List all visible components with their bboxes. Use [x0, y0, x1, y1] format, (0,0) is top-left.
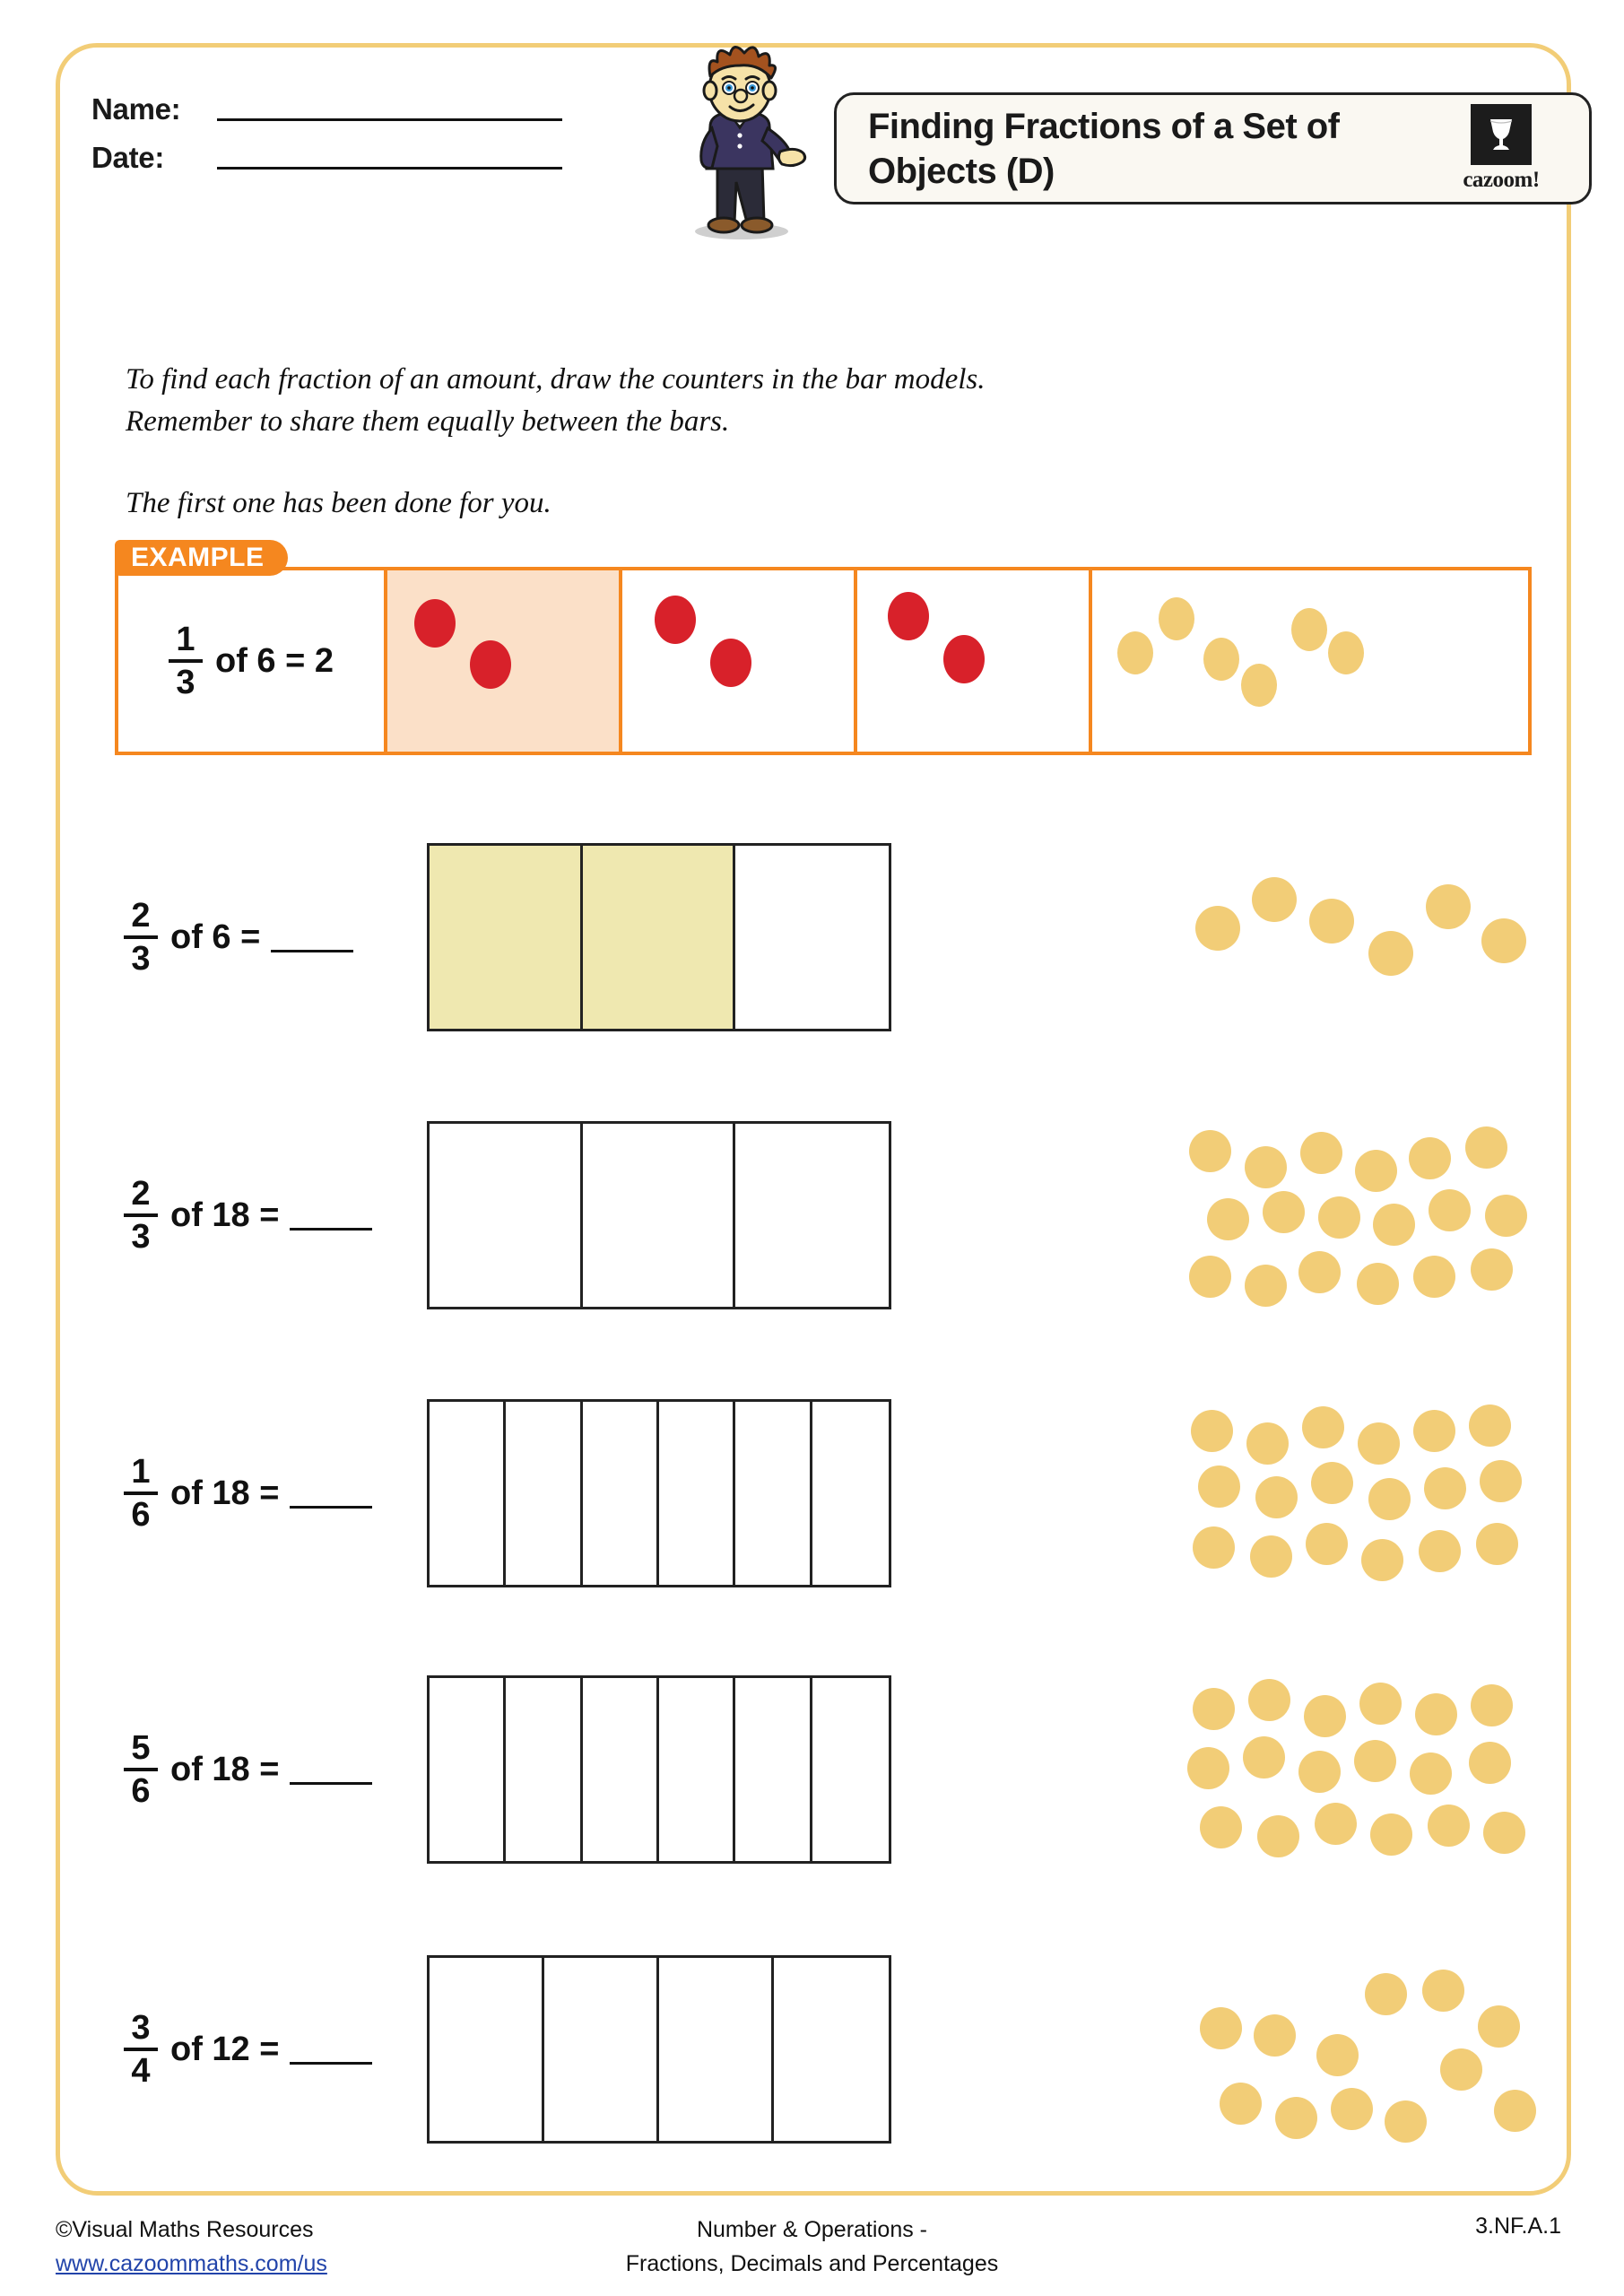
cazoom-logo [1429, 104, 1589, 193]
date-row [91, 141, 630, 175]
example-counter-pool [1092, 570, 1528, 752]
counter-yellow [1248, 1679, 1290, 1721]
counter-yellow [1200, 1806, 1242, 1848]
bar-cell[interactable] [430, 1678, 506, 1861]
question-row [115, 843, 1532, 1031]
date-label: Date: [91, 141, 165, 174]
counter-yellow [1422, 1970, 1464, 2012]
counter-yellow [1302, 1406, 1344, 1448]
bar-cell[interactable] [812, 1402, 889, 1585]
counter-yellow [1424, 1467, 1466, 1509]
topic-line-1: Number & Operations - [696, 2217, 928, 2242]
counter-yellow [1315, 1803, 1357, 1845]
bar-cell[interactable] [430, 1124, 583, 1307]
worksheet-footer [0, 2213, 1624, 2296]
example-expression-text: of 6 = 2 [215, 641, 334, 680]
counter-yellow [1291, 608, 1327, 651]
counter-yellow [1311, 1462, 1353, 1504]
goblet-icon [1471, 104, 1532, 165]
footer-center-block [0, 2213, 1624, 2281]
cazoom-wordmark: cazoom! [1463, 168, 1540, 192]
counter-red [470, 640, 511, 689]
question-label [115, 1399, 384, 1587]
bar-cell[interactable] [659, 1958, 774, 2141]
example-bar-counters-2 [622, 570, 854, 752]
counter-red [655, 596, 696, 644]
counter-yellow [1331, 2088, 1373, 2130]
bar-cell[interactable] [430, 1402, 506, 1585]
question-fraction [124, 1177, 158, 1254]
question-numerator: 2 [131, 1175, 151, 1213]
name-row [91, 92, 630, 126]
counter-yellow [1257, 1815, 1299, 1857]
counter-yellow [1241, 664, 1277, 707]
question-numerator: 5 [131, 1729, 151, 1767]
question-fraction-expression [124, 1731, 372, 1808]
counter-yellow [1413, 1256, 1455, 1298]
question-denominator: 6 [131, 1496, 151, 1534]
counter-yellow [1419, 1530, 1461, 1572]
instruction-line-3: The first one has been done for you. [126, 486, 551, 519]
example-table [115, 567, 1532, 755]
counter-pool [1182, 1675, 1532, 1864]
question-expression-text: of 18 = [170, 1750, 280, 1788]
question-label [115, 1955, 384, 2144]
question-expression-text: of 6 = [170, 918, 261, 956]
counter-yellow [1198, 1465, 1240, 1508]
counter-yellow [1480, 1460, 1522, 1502]
bar-cell[interactable] [583, 1124, 736, 1307]
counter-yellow [1354, 1740, 1396, 1782]
example-block [115, 543, 1532, 755]
answer-blank[interactable] [290, 1755, 372, 1785]
counter-yellow [1469, 1405, 1511, 1447]
question-fraction [124, 1731, 158, 1808]
question-numerator: 1 [131, 1453, 151, 1491]
counter-yellow [1415, 1693, 1457, 1735]
example-expression-cell [118, 570, 387, 752]
counter-pool-area [1182, 1121, 1532, 1309]
question-fraction [124, 899, 158, 976]
counter-yellow [1413, 1410, 1455, 1452]
standard-code: 3.NF.A.1 [1475, 2213, 1561, 2239]
counter-yellow [1207, 1198, 1249, 1240]
name-input-line[interactable] [217, 118, 562, 121]
example-fraction-expression [169, 622, 334, 700]
worksheet-title-box [834, 92, 1592, 204]
question-expression-text: of 18 = [170, 1474, 280, 1512]
counter-yellow [1481, 918, 1526, 963]
name-date-block [91, 92, 630, 189]
website-link[interactable]: www.cazoommaths.com/us [56, 2250, 327, 2276]
example-denominator: 3 [176, 664, 195, 701]
counter-yellow [1358, 1422, 1400, 1465]
example-bar-cell-3 [857, 570, 1092, 752]
counter-red [888, 592, 929, 640]
copyright-text: ©Visual Maths Resources [56, 2217, 314, 2242]
counter-yellow [1200, 2007, 1242, 2049]
counter-yellow [1359, 1683, 1402, 1725]
counter-yellow [1203, 638, 1239, 681]
counter-yellow [1263, 1191, 1305, 1233]
counter-yellow [1245, 1265, 1287, 1307]
date-input-line[interactable] [217, 167, 562, 170]
counter-red [943, 635, 985, 683]
question-numerator: 2 [131, 897, 151, 935]
counter-yellow [1300, 1132, 1342, 1174]
instruction-line-1: To find each fraction of an amount, draw the counters in the bar models. [126, 363, 986, 396]
question-label [115, 1121, 384, 1309]
question-fraction-expression [124, 2011, 372, 2088]
counter-pool [1182, 843, 1532, 1031]
counter-yellow [1309, 899, 1354, 944]
counter-yellow [1483, 1812, 1525, 1854]
bar-cell[interactable] [659, 1402, 735, 1585]
counter-yellow [1328, 631, 1364, 674]
question-row [115, 1955, 1532, 2144]
counter-yellow [1195, 906, 1240, 951]
topic-line-2: Fractions, Decimals and Percentages [625, 2250, 999, 2276]
counter-pool [1182, 1955, 1532, 2144]
counter-yellow [1370, 1813, 1412, 1856]
example-numerator: 1 [176, 621, 195, 658]
counter-yellow [1471, 1684, 1513, 1726]
question-denominator: 6 [131, 1772, 151, 1810]
question-fraction [124, 1455, 158, 1532]
question-expression-text: of 12 = [170, 2030, 280, 2068]
bar-cell[interactable] [506, 1678, 582, 1861]
bar-cell[interactable] [812, 1678, 889, 1861]
example-tab-label: EXAMPLE [115, 540, 288, 576]
bar-cell[interactable] [659, 1678, 735, 1861]
counter-yellow [1357, 1263, 1399, 1305]
bar-model[interactable] [427, 1955, 891, 2144]
example-bar-counters-1 [387, 570, 619, 752]
counter-yellow [1298, 1751, 1341, 1793]
example-counter-pool-area [1092, 570, 1528, 752]
example-fraction [169, 622, 203, 700]
counter-yellow [1191, 1410, 1233, 1452]
counter-yellow [1494, 2090, 1536, 2132]
counter-yellow [1193, 1526, 1235, 1569]
example-bar-cell-2 [622, 570, 857, 752]
counter-pool [1182, 1121, 1532, 1309]
answer-blank[interactable] [271, 923, 353, 952]
bar-cell[interactable] [735, 1402, 812, 1585]
counter-yellow [1429, 1189, 1471, 1231]
question-denominator: 3 [131, 940, 151, 978]
counter-yellow [1298, 1251, 1341, 1293]
question-label [115, 1675, 384, 1864]
counter-red [414, 599, 456, 648]
question-fraction-expression [124, 1455, 372, 1532]
question-row [115, 1675, 1532, 1864]
counter-yellow [1440, 2048, 1482, 2091]
question-row [115, 1121, 1532, 1309]
counter-yellow [1254, 2014, 1296, 2057]
question-fraction-expression [124, 899, 353, 976]
counter-yellow [1245, 1146, 1287, 1188]
counter-yellow [1250, 1535, 1292, 1578]
counter-yellow [1471, 1248, 1513, 1291]
example-bar-counters-3 [857, 570, 1089, 752]
counter-pool-area [1182, 1675, 1532, 1864]
question-label [115, 843, 384, 1031]
counter-pool-area [1182, 843, 1532, 1031]
counter-yellow [1428, 1805, 1470, 1847]
bar-model[interactable] [427, 843, 891, 1031]
counter-yellow [1485, 1195, 1527, 1237]
counter-yellow [1469, 1742, 1511, 1784]
counter-red [710, 639, 751, 687]
counter-pool-area [1182, 1399, 1532, 1587]
worksheet-header [56, 43, 1571, 312]
answer-blank[interactable] [290, 2035, 372, 2065]
example-bar-cell-1 [387, 570, 622, 752]
boy-pointing-mascot-icon [647, 39, 836, 245]
answer-blank[interactable] [290, 1201, 372, 1231]
bar-model[interactable] [427, 1675, 891, 1864]
question-denominator: 4 [131, 2052, 151, 2090]
counter-yellow [1304, 1695, 1346, 1737]
counter-yellow [1365, 1973, 1407, 2015]
bar-cell[interactable] [735, 846, 889, 1029]
counter-yellow [1318, 1196, 1360, 1239]
bar-cell[interactable] [735, 1678, 812, 1861]
bar-cell[interactable] [583, 846, 736, 1029]
counter-yellow [1193, 1688, 1235, 1730]
question-fraction-expression [124, 1177, 372, 1254]
counter-yellow [1478, 2005, 1520, 2048]
counter-yellow [1476, 1523, 1518, 1565]
answer-blank[interactable] [290, 1479, 372, 1509]
question-expression-text: of 18 = [170, 1196, 280, 1234]
counter-pool [1182, 1399, 1532, 1587]
counter-yellow [1368, 931, 1413, 976]
counter-yellow [1426, 884, 1471, 929]
counter-yellow [1410, 1752, 1452, 1795]
counter-yellow [1187, 1747, 1229, 1789]
instruction-line-2: Remember to share them equally between the bars. [126, 404, 730, 438]
counter-yellow [1220, 2083, 1262, 2125]
bar-model[interactable] [427, 1399, 891, 1587]
bar-cell[interactable] [544, 1958, 659, 2141]
instructions-block [126, 359, 1381, 525]
counter-yellow [1159, 597, 1194, 640]
counter-yellow [1306, 1523, 1348, 1565]
counter-yellow [1368, 1478, 1411, 1520]
question-numerator: 3 [131, 2009, 151, 2047]
counter-yellow [1361, 1539, 1403, 1581]
counter-yellow [1465, 1126, 1507, 1169]
bar-model[interactable] [427, 1121, 891, 1309]
bar-cell[interactable] [583, 1678, 659, 1861]
bar-cell[interactable] [430, 1958, 544, 2141]
bar-cell[interactable] [430, 846, 583, 1029]
counter-yellow [1409, 1137, 1451, 1179]
counter-yellow [1189, 1130, 1231, 1172]
counter-yellow [1385, 2100, 1427, 2143]
question-fraction [124, 2011, 158, 2088]
counter-yellow [1355, 1150, 1397, 1192]
name-label: Name: [91, 92, 181, 126]
counter-yellow [1117, 631, 1153, 674]
counter-yellow [1189, 1256, 1231, 1298]
counter-yellow [1316, 2034, 1359, 2076]
question-denominator: 3 [131, 1218, 151, 1256]
bar-cell[interactable] [735, 1124, 889, 1307]
counter-yellow [1255, 1476, 1298, 1518]
counter-yellow [1246, 1422, 1289, 1465]
counter-yellow [1275, 2097, 1317, 2139]
counter-yellow [1252, 877, 1297, 922]
page-title: Finding Fractions of a Set of Objects (D) [868, 106, 1340, 191]
question-row [115, 1399, 1532, 1587]
counter-yellow [1243, 1736, 1285, 1779]
bar-cell[interactable] [583, 1402, 659, 1585]
bar-cell[interactable] [506, 1402, 582, 1585]
counter-yellow [1373, 1204, 1415, 1246]
counter-pool-area [1182, 1955, 1532, 2144]
bar-cell[interactable] [774, 1958, 889, 2141]
